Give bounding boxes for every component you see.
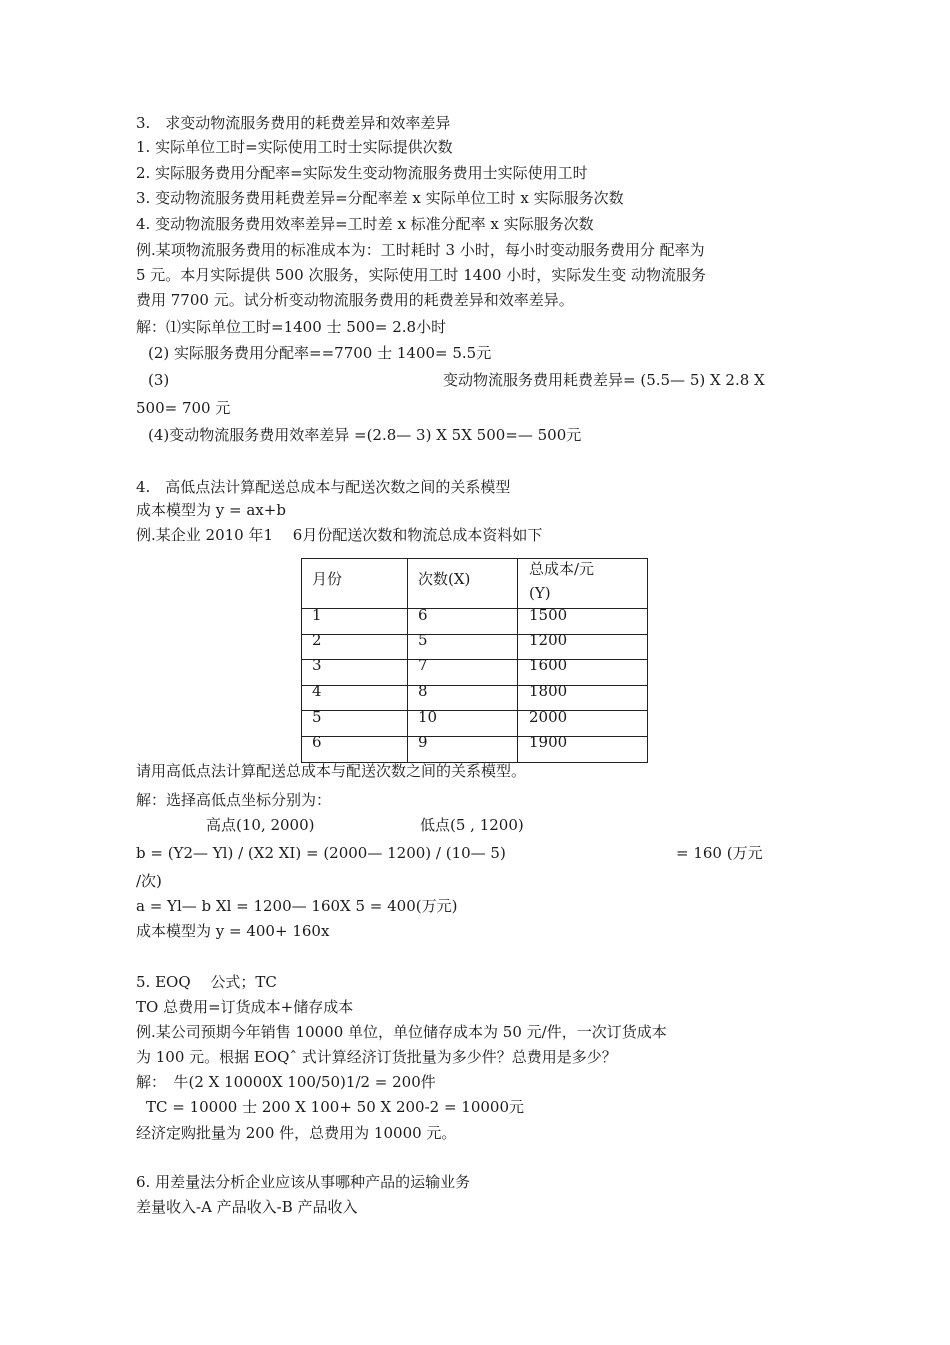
table-cell: 7 xyxy=(418,656,428,674)
example-3-line-2: 5 元。本月实际提供 500 次服务，实际使用工时 1400 小时，实际发生变 动物流服务 xyxy=(136,266,706,284)
total-cost-definition: TO 总费用=订货成本+储存成本 xyxy=(136,998,354,1016)
table-rule xyxy=(301,558,302,763)
table-cell: 6 xyxy=(312,733,322,751)
solution-3-step-3-label: (3) xyxy=(148,371,170,389)
table-cell: 10 xyxy=(418,708,438,726)
high-point: 高点(10, 2000) xyxy=(206,816,315,834)
solution-3-step-1: 解：⑴实际单位工时=1400 士 500= 2.8小时 xyxy=(136,318,447,336)
table-cell: 1800 xyxy=(529,682,568,700)
formula-line-1: 1. 实际单位工时=实际使用工时士实际提供次数 xyxy=(136,138,453,156)
table-rule xyxy=(301,710,648,711)
table-rule xyxy=(647,558,648,763)
example-4-question: 请用高低点法计算配送总成本与配送次数之间的关系模型。 xyxy=(136,762,527,780)
table-cell: 9 xyxy=(418,733,428,751)
formula-line-4: 4. 变动物流服务费用效率差异=工时差 x 标准分配率 x 实际服务次数 xyxy=(136,215,594,233)
table-rule xyxy=(301,736,648,737)
data-table xyxy=(301,558,648,763)
table-cell: 6 xyxy=(418,606,428,624)
table-rule xyxy=(407,558,408,763)
table-cell: 5 xyxy=(312,708,322,726)
table-cell: 5 xyxy=(418,631,428,649)
table-rule xyxy=(301,608,648,609)
cost-model-form: 成本模型为 y = ax+b xyxy=(136,501,286,519)
section-5-heading: 5. EOQ 公式；TC xyxy=(136,973,277,991)
table-cell: 1900 xyxy=(529,733,568,751)
table-rule xyxy=(301,558,648,559)
table-cell: 8 xyxy=(418,682,428,700)
solution-3-step-3-text: 变动物流服务费用耗费差异= (5.5— 5) X 2.8 X xyxy=(443,371,765,389)
table-cell: 1600 xyxy=(529,656,568,674)
solution-5-tc: TC = 10000 士 200 X 100+ 50 X 200-2 = 10000元 xyxy=(146,1098,525,1116)
solution-4-intro: 解：选择高低点坐标分别为： xyxy=(136,791,332,809)
solution-3-step-2: (2) 实际服务费用分配率==7700 士 1400= 5.5元 xyxy=(148,344,492,362)
b-formula: b = (Y2— Yl) / (X2 XI) = (2000— 1200) / (10— 5) xyxy=(136,844,506,862)
table-cell: 1500 xyxy=(529,606,568,624)
section-6-heading: 6. 用差量法分析企业应该从事哪种产品的运输业务 xyxy=(136,1173,471,1191)
formula-line-3: 3. 变动物流服务费用耗费差异=分配率差 x 实际单位工时 x 实际服务次数 xyxy=(136,189,624,207)
solution-5-conclusion: 经济定购批量为 200 件，总费用为 10000 元。 xyxy=(136,1124,457,1142)
table-cell: 2 xyxy=(312,631,322,649)
example-5-line-1: 例.某公司预期今年销售 10000 单位，单位储存成本为 50 元/件，一次订货成本 xyxy=(136,1023,667,1041)
example-5-line-2: 为 100 元。根据 EOQˆ 式计算经济订货批量为多少件？总费用是多少？ xyxy=(136,1048,617,1066)
table-cell: 2000 xyxy=(529,708,568,726)
table-rule xyxy=(301,659,648,660)
table-header-y: (Y) xyxy=(529,584,551,602)
solution-5-eoq: 解： 牛(2 X 10000X 100/50)1/2 = 200件 xyxy=(136,1073,436,1091)
table-cell: 1 xyxy=(312,606,322,624)
b-result: = 160 (万元 xyxy=(676,844,763,862)
b-unit: /次) xyxy=(136,872,162,890)
example-4-intro: 例.某企业 2010 年1 6月份配送次数和物流总成本资料如下 xyxy=(136,526,543,544)
table-header-total-cost: 总成本/元 xyxy=(529,560,595,578)
table-rule xyxy=(517,558,518,763)
section-4-heading: 4. 高低点法计算配送总成本与配送次数之间的关系模型 xyxy=(136,478,511,496)
low-point: 低点(5 , 1200) xyxy=(420,816,524,834)
section-3-heading: 3. 求变动物流服务费用的耗费差异和效率差异 xyxy=(136,114,451,132)
table-rule xyxy=(301,685,648,686)
a-formula: a = Yl— b Xl = 1200— 160X 5 = 400(万元) xyxy=(136,897,458,915)
table-header-month: 月份 xyxy=(312,570,343,588)
example-3-line-3: 费用 7700 元。试分析变动物流服务费用的耗费差异和效率差异。 xyxy=(136,291,574,309)
table-cell: 4 xyxy=(312,682,322,700)
table-cell: 1200 xyxy=(529,631,568,649)
solution-3-step-4: (4)变动物流服务费用效率差异 =(2.8— 3) X 5X 500=— 500元 xyxy=(148,426,582,444)
final-cost-model: 成本模型为 y = 400+ 160x xyxy=(136,922,330,940)
example-3-line-1: 例.某项物流服务费用的标准成本为：工时耗时 3 小时，每小时变动服务费用分 配率为 xyxy=(136,241,705,259)
solution-3-step-3-cont: 500= 700 元 xyxy=(136,399,231,417)
table-cell: 3 xyxy=(312,656,322,674)
table-rule xyxy=(301,634,648,635)
table-header-count: 次数(X) xyxy=(418,570,471,588)
formula-line-2: 2. 实际服务费用分配率=实际发生变动物流服务费用士实际使用工时 xyxy=(136,164,588,182)
differential-revenue-formula: 差量收入-A 产品收入-B 产品收入 xyxy=(136,1198,358,1216)
